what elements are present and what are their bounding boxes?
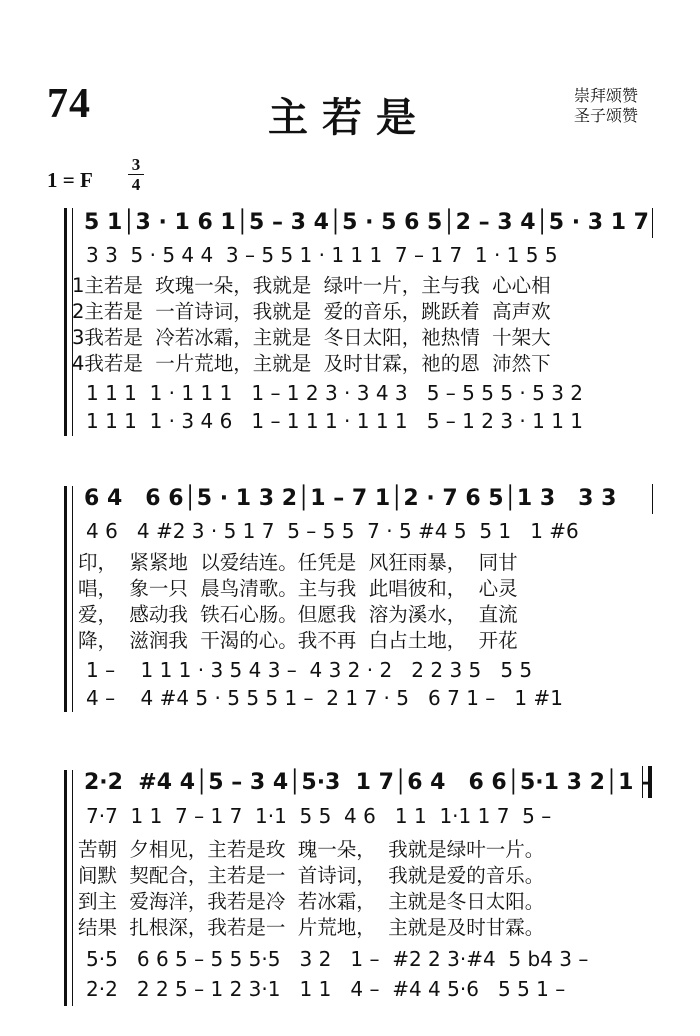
system-1-bass: 1 1 1 1 · 3 4 6 1 – 1 1 1 · 1 1 1 5 – 1 2 3 · 1 1 1	[86, 409, 584, 433]
system-3-bass: 2·2 2 2 5 – 1 2 3·1 1 1 4 – #4 4 5·6 5 5 1 –	[86, 977, 566, 1001]
system-3-soprano: 2·2 #4 4│5 – 3 4│5·3 1 7│6 4 6 6│5·1 3 2│1 –	[84, 770, 653, 795]
system-2-tenor: 1 – 1 1 1 · 3 5 4 3 – 4 3 2 · 2 2 2 3 5 5 5	[86, 658, 533, 682]
book-name-2: 圣子颂赞	[574, 106, 639, 125]
system-1-tenor: 1 1 1 1 · 1 1 1 1 – 1 2 3 · 3 4 3 5 – 5 5 5 · 5 3 2	[86, 381, 584, 405]
system-2-verse-4: 降， 滋润我 干渴的心。我不再 白占土地， 开花	[78, 629, 518, 652]
system-3-verse-1: 苦朝 夕相见，主若是玫 瑰一朵， 我就是绿叶一片。	[78, 838, 545, 861]
time-signature	[128, 156, 144, 193]
book-name-1: 崇拜颂赞	[574, 86, 639, 105]
key-signature: 1 = F	[47, 168, 93, 192]
system-2-verse-3: 爱， 感动我 铁石心肠。但愿我 溶为溪水， 直流	[78, 603, 518, 626]
system-1-soprano: 5 1│3 · 1 6 1│5 – 3 4│5 · 5 6 5│2 – 3 4│5 · 3 1 7	[84, 210, 649, 235]
system-2-verse-2: 唱， 象一只 晨鸟清歌。主与我 此唱彼和， 心灵	[78, 577, 518, 600]
system-1-end-barline	[652, 208, 653, 238]
system-3-bracket	[64, 770, 73, 1006]
hymn-title: 主若是	[268, 95, 430, 141]
meter-bottom: 4	[131, 175, 141, 194]
system-3-verse-2: 间默 契配合，主若是一 首诗词， 我就是爱的音乐。	[78, 864, 545, 887]
system-2-alto: 4 6 4 #2 3 · 5 1 7 5 – 5 5 7 · 5 #4 5 5 1 1 #6	[86, 519, 579, 543]
system-2-bass: 4 – 4 #4 5 · 5 5 5 1 – 2 1 7 · 5 6 7 1 – 1 #1	[86, 686, 563, 710]
system-1-verse-3: 3我若是 冷若冰霜，主就是 冬日太阳，祂热情 十架大	[72, 326, 551, 349]
system-1-verse-4: 4我若是 一片荒地，主就是 及时甘霖，祂的恩 沛然下	[72, 352, 551, 375]
hymn-number: 74	[47, 81, 91, 127]
system-2-bracket	[64, 486, 73, 712]
system-2-verse-1: 印， 紧紧地 以爱结连。任凭是 风狂雨暴， 同甘	[78, 551, 518, 574]
book-names	[574, 86, 638, 126]
meter-top: 3	[131, 155, 141, 174]
system-2-end-barline	[652, 484, 653, 514]
system-3-verse-4: 结果 扎根深，我若是一 片荒地， 主就是及时甘霖。	[78, 916, 545, 939]
system-3-verse-3: 到主 爱海洋，我若是冷 若冰霜， 主就是冬日太阳。	[78, 890, 545, 913]
system-3-tenor: 5·5 6 6 5 – 5 5 5·5 3 2 1 – #2 2 3·#4 5 b4 3 –	[86, 947, 589, 971]
system-1-verse-1: 1主若是 玫瑰一朵，我就是 绿叶一片，主与我 心心相	[72, 274, 551, 297]
system-3-alto: 7·7 1 1 7 – 1 7 1·1 5 5 4 6 1 1 1·1 1 7 5 –	[86, 804, 552, 828]
system-2-soprano: 6 4 6 6│5 · 1 3 2│1 – 7 1│2 · 7 6 5│1 3 3 3	[84, 486, 617, 511]
system-1-alto: 3 3 5 · 5 4 4 3 – 5 5 1 · 1 1 1 7 – 1 7 1 · 1 5 5	[86, 243, 558, 267]
system-1-verse-2: 2主若是 一首诗词，我就是 爱的音乐，跳跃着 高声欢	[72, 300, 551, 323]
